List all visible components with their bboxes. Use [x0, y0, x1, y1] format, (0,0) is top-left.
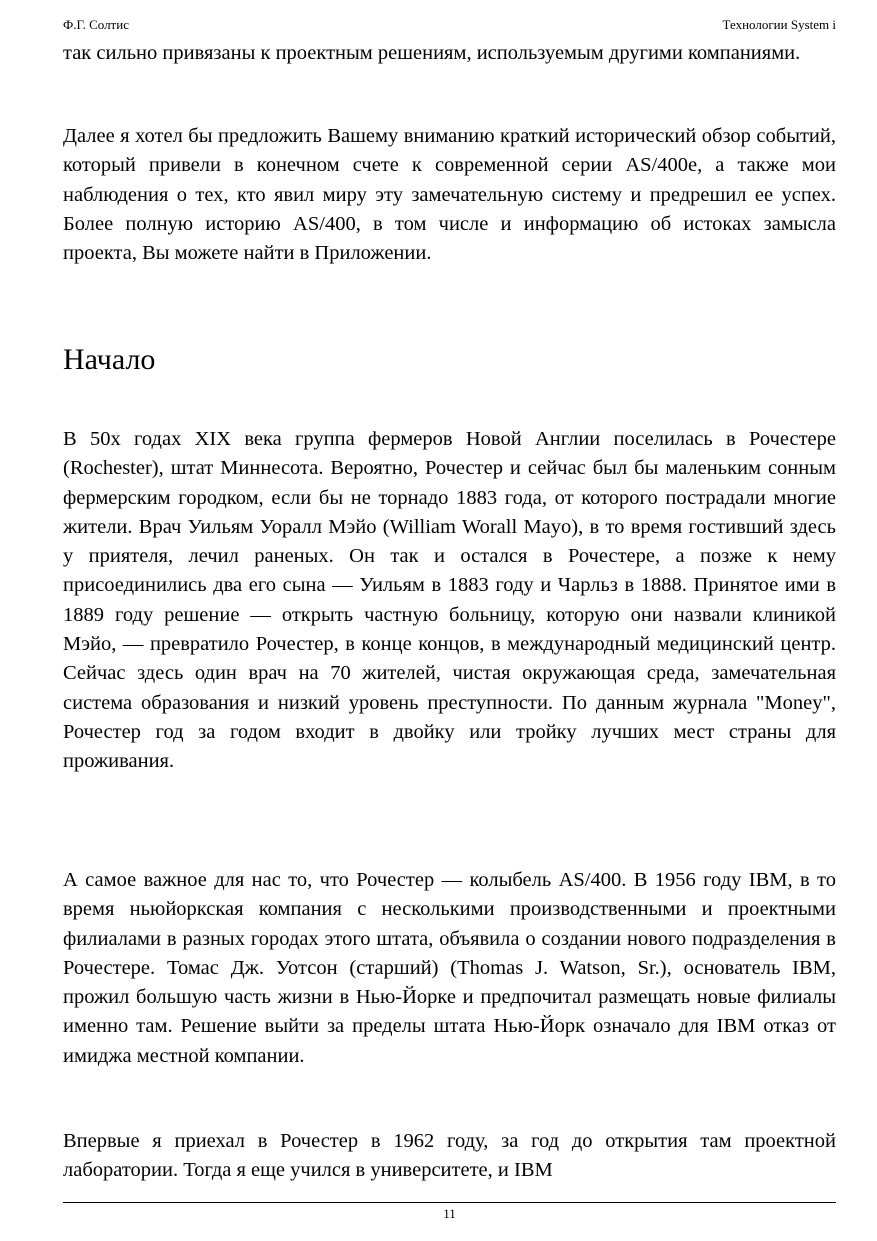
page-number: 11 [443, 1206, 456, 1221]
paragraph-first-visit: Впервые я приехал в Рочестер в 1962 году, за год до открытия там проектной лаборатории. Тогда я еще учился в университете, и IBM [63, 1130, 836, 1182]
footer-divider [63, 1202, 836, 1203]
paragraph-continuation: так сильно привязаны к проектным решениям, используемым другими компаниями. [63, 42, 801, 64]
paragraph-ibm-rochester: А самое важное для нас то, что Рочестер — колыбель AS/400. В 1956 году IBM, в то время ньюйоркская компания с несколькими производственными и проектными филиалами в разных городах этого штата, объявила о создании нового подразделения в Рочестере. Томас Дж. Уотсон (старший) (Thomas J. Watson, Sr.), основатель IBM, прожил большую часть жизни в Нью-Йорке и предпочитал размещать новые филиалы именно там. Решение выйти за пределы штата Нью-Йорк означало для IBM отказ от имиджа местной компании. [63, 869, 836, 1067]
header-author: Ф.Г. Солтис [63, 17, 129, 32]
document-page [63, 0, 836, 1241]
section-heading: Начало [63, 343, 156, 376]
running-header [63, 16, 836, 34]
paragraph-rochester-history: В 50х годах XIX века группа фермеров Новой Англии поселилась в Рочестере (Rochester), штат Миннесота. Вероятно, Рочестер и сейчас был бы маленьким сонным фермерским городком, если бы не торнадо 1883 года, от которого пострадали многие жители. Врач Уильям Уоралл Мэйо (William Worall Mayo), в то время гостивший здесь у приятеля, лечил раненых. Он так и остался в Рочестере, а позже к нему присоединились два его сына — Уильям в 1883 году и Чарльз в 1888. Принятое ими в 1889 году решение — открыть частную больницу, которую они назвали клиникой Мэйо, — превратило Рочестер, в конце концов, в международный медицинский центр. Сейчас здесь один врач на 70 жителей, чистая окружающая среда, замечательная система образования и низкий уровень преступности. По данным журнала "Money", Рочестер год за годом входит в двойку или тройку лучших мест страны для проживания. [63, 428, 836, 773]
paragraph-history-overview: Далее я хотел бы предложить Вашему вниманию краткий исторический обзор событий, который привели в конечном счете к современной серии AS/400e, а также мои наблюдения о тех, кто явил миру эту замечательную систему и предрешил ее успех. Более полную историю AS/400, в том числе и информацию об истоках замысла проекта, Вы можете найти в Приложении. [63, 125, 836, 265]
header-book-title: Технологии System i [722, 17, 836, 32]
